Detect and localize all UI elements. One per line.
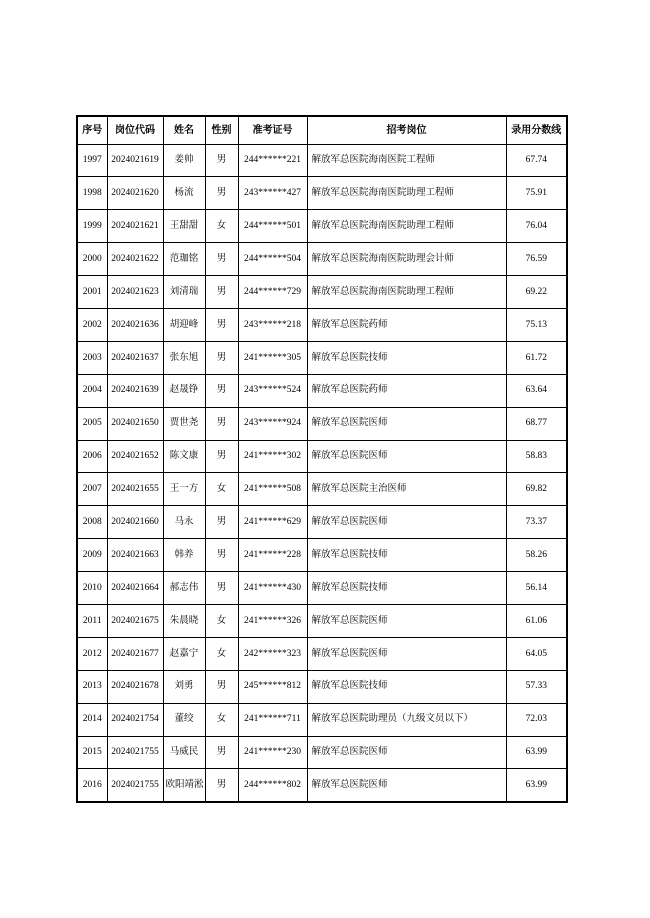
- cell-score: 61.72: [506, 341, 567, 374]
- table-row: [77, 637, 567, 670]
- cell-ticket: 243******218: [238, 308, 307, 341]
- cell-gender: 男: [205, 341, 238, 374]
- cell-gender: 男: [205, 572, 238, 605]
- cell-ticket: 241******711: [238, 703, 307, 736]
- cell-code: 2024021620: [107, 177, 163, 210]
- cell-gender: 男: [205, 407, 238, 440]
- cell-seq: 2009: [77, 539, 107, 572]
- cell-name: 刘勇: [163, 670, 205, 703]
- header-gender: 性别: [205, 116, 238, 144]
- cell-ticket: 241******326: [238, 604, 307, 637]
- table-row: [77, 736, 567, 769]
- cell-name: 赵嘉宁: [163, 637, 205, 670]
- cell-position: 解放军总医院助理员（九级文员以下）: [307, 703, 506, 736]
- cell-position: 解放军总医院技师: [307, 670, 506, 703]
- cell-name: 杨流: [163, 177, 205, 210]
- cell-ticket: 244******504: [238, 243, 307, 276]
- cell-ticket: 244******501: [238, 210, 307, 243]
- table-body: [77, 144, 567, 802]
- table-row: [77, 407, 567, 440]
- cell-gender: 女: [205, 604, 238, 637]
- cell-gender: 男: [205, 539, 238, 572]
- table-row: [77, 308, 567, 341]
- table-row: [77, 177, 567, 210]
- cell-gender: 男: [205, 177, 238, 210]
- cell-name: 刘清瑞: [163, 276, 205, 309]
- cell-position: 解放军总医院主治医师: [307, 473, 506, 506]
- cell-score: 61.06: [506, 604, 567, 637]
- table-row: [77, 341, 567, 374]
- cell-position: 解放军总医院技师: [307, 572, 506, 605]
- cell-position: 解放军总医院药师: [307, 374, 506, 407]
- cell-name: 范珈铭: [163, 243, 205, 276]
- cell-position: 解放军总医院医师: [307, 736, 506, 769]
- cell-code: 2024021655: [107, 473, 163, 506]
- header-score: 录用分数线: [506, 116, 567, 144]
- cell-gender: 女: [205, 210, 238, 243]
- table-row: [77, 440, 567, 473]
- cell-position: 解放军总医院医师: [307, 637, 506, 670]
- cell-code: 2024021755: [107, 769, 163, 802]
- cell-position: 解放军总医院医师: [307, 440, 506, 473]
- cell-ticket: 241******302: [238, 440, 307, 473]
- cell-score: 76.59: [506, 243, 567, 276]
- cell-position: 解放军总医院医师: [307, 407, 506, 440]
- cell-seq: 2015: [77, 736, 107, 769]
- cell-score: 58.26: [506, 539, 567, 572]
- cell-ticket: 241******305: [238, 341, 307, 374]
- table-row: [77, 670, 567, 703]
- cell-code: 2024021623: [107, 276, 163, 309]
- cell-score: 69.22: [506, 276, 567, 309]
- cell-ticket: 244******729: [238, 276, 307, 309]
- table-row: [77, 539, 567, 572]
- cell-ticket: 243******427: [238, 177, 307, 210]
- cell-score: 63.99: [506, 736, 567, 769]
- cell-seq: 1997: [77, 144, 107, 177]
- table-row: [77, 210, 567, 243]
- cell-code: 2024021755: [107, 736, 163, 769]
- cell-gender: 女: [205, 473, 238, 506]
- cell-name: 马威民: [163, 736, 205, 769]
- cell-seq: 2013: [77, 670, 107, 703]
- cell-ticket: 241******629: [238, 506, 307, 539]
- cell-code: 2024021678: [107, 670, 163, 703]
- table-row: [77, 506, 567, 539]
- cell-position: 解放军总医院药师: [307, 308, 506, 341]
- header-seq: 序号: [77, 116, 107, 144]
- cell-score: 64.05: [506, 637, 567, 670]
- cell-seq: 1998: [77, 177, 107, 210]
- cell-name: 姜帅: [163, 144, 205, 177]
- cell-position: 解放军总医院医师: [307, 604, 506, 637]
- table-row: [77, 473, 567, 506]
- cell-code: 2024021619: [107, 144, 163, 177]
- cell-gender: 男: [205, 506, 238, 539]
- cell-name: 陈文康: [163, 440, 205, 473]
- table-row: [77, 243, 567, 276]
- cell-position: 解放军总医院医师: [307, 769, 506, 802]
- cell-code: 2024021663: [107, 539, 163, 572]
- table-row: [77, 769, 567, 802]
- table-row: [77, 703, 567, 736]
- cell-name: 胡迎峰: [163, 308, 205, 341]
- cell-seq: 2012: [77, 637, 107, 670]
- table-row: [77, 572, 567, 605]
- cell-ticket: 245******812: [238, 670, 307, 703]
- cell-code: 2024021675: [107, 604, 163, 637]
- cell-gender: 男: [205, 769, 238, 802]
- cell-score: 57.33: [506, 670, 567, 703]
- header-code: 岗位代码: [107, 116, 163, 144]
- admission-score-table: [76, 115, 568, 803]
- cell-seq: 2003: [77, 341, 107, 374]
- cell-code: 2024021660: [107, 506, 163, 539]
- table-row: [77, 604, 567, 637]
- cell-gender: 女: [205, 637, 238, 670]
- table-row: [77, 276, 567, 309]
- cell-position: 解放军总医院海南医院助理工程师: [307, 210, 506, 243]
- cell-name: 张东旭: [163, 341, 205, 374]
- cell-seq: 2006: [77, 440, 107, 473]
- cell-ticket: 242******323: [238, 637, 307, 670]
- cell-code: 2024021754: [107, 703, 163, 736]
- cell-name: 贾世尧: [163, 407, 205, 440]
- cell-seq: 2014: [77, 703, 107, 736]
- cell-seq: 2011: [77, 604, 107, 637]
- cell-score: 67.74: [506, 144, 567, 177]
- cell-code: 2024021664: [107, 572, 163, 605]
- cell-ticket: 241******228: [238, 539, 307, 572]
- cell-name: 韩养: [163, 539, 205, 572]
- cell-gender: 男: [205, 670, 238, 703]
- cell-ticket: 244******221: [238, 144, 307, 177]
- cell-position: 解放军总医院海南医院工程师: [307, 144, 506, 177]
- cell-score: 75.91: [506, 177, 567, 210]
- cell-seq: 1999: [77, 210, 107, 243]
- cell-position: 解放军总医院技师: [307, 341, 506, 374]
- cell-code: 2024021636: [107, 308, 163, 341]
- header-row: [77, 116, 567, 144]
- cell-gender: 男: [205, 276, 238, 309]
- cell-name: 王一方: [163, 473, 205, 506]
- cell-name: 郝志伟: [163, 572, 205, 605]
- cell-position: 解放军总医院技师: [307, 539, 506, 572]
- cell-code: 2024021639: [107, 374, 163, 407]
- cell-seq: 2010: [77, 572, 107, 605]
- cell-seq: 2000: [77, 243, 107, 276]
- cell-seq: 2005: [77, 407, 107, 440]
- cell-gender: 男: [205, 440, 238, 473]
- cell-score: 75.13: [506, 308, 567, 341]
- cell-seq: 2008: [77, 506, 107, 539]
- cell-gender: 男: [205, 736, 238, 769]
- cell-score: 69.82: [506, 473, 567, 506]
- cell-code: 2024021622: [107, 243, 163, 276]
- cell-ticket: 241******430: [238, 572, 307, 605]
- cell-seq: 2001: [77, 276, 107, 309]
- cell-code: 2024021652: [107, 440, 163, 473]
- header-ticket: 准考证号: [238, 116, 307, 144]
- cell-score: 58.83: [506, 440, 567, 473]
- cell-score: 72.03: [506, 703, 567, 736]
- cell-position: 解放军总医院海南医院助理工程师: [307, 177, 506, 210]
- cell-ticket: 241******508: [238, 473, 307, 506]
- cell-code: 2024021637: [107, 341, 163, 374]
- cell-score: 73.37: [506, 506, 567, 539]
- cell-gender: 男: [205, 308, 238, 341]
- cell-score: 63.99: [506, 769, 567, 802]
- cell-gender: 男: [205, 243, 238, 276]
- cell-position: 解放军总医院海南医院助理会计师: [307, 243, 506, 276]
- cell-ticket: 244******802: [238, 769, 307, 802]
- cell-ticket: 243******524: [238, 374, 307, 407]
- cell-ticket: 243******924: [238, 407, 307, 440]
- cell-seq: 2004: [77, 374, 107, 407]
- cell-code: 2024021650: [107, 407, 163, 440]
- header-position: 招考岗位: [307, 116, 506, 144]
- header-name: 姓名: [163, 116, 205, 144]
- cell-score: 63.64: [506, 374, 567, 407]
- cell-position: 解放军总医院医师: [307, 506, 506, 539]
- cell-code: 2024021621: [107, 210, 163, 243]
- cell-score: 56.14: [506, 572, 567, 605]
- cell-gender: 男: [205, 374, 238, 407]
- cell-gender: 男: [205, 144, 238, 177]
- cell-name: 王甜甜: [163, 210, 205, 243]
- cell-position: 解放军总医院海南医院助理工程师: [307, 276, 506, 309]
- table-row: [77, 144, 567, 177]
- cell-seq: 2002: [77, 308, 107, 341]
- cell-name: 欧阳靖淞: [163, 769, 205, 802]
- cell-name: 马永: [163, 506, 205, 539]
- cell-name: 董绞: [163, 703, 205, 736]
- cell-code: 2024021677: [107, 637, 163, 670]
- cell-name: 朱晨晓: [163, 604, 205, 637]
- cell-seq: 2007: [77, 473, 107, 506]
- cell-score: 76.04: [506, 210, 567, 243]
- table-row: [77, 374, 567, 407]
- cell-score: 68.77: [506, 407, 567, 440]
- cell-gender: 女: [205, 703, 238, 736]
- cell-ticket: 241******230: [238, 736, 307, 769]
- cell-name: 赵晟铮: [163, 374, 205, 407]
- cell-seq: 2016: [77, 769, 107, 802]
